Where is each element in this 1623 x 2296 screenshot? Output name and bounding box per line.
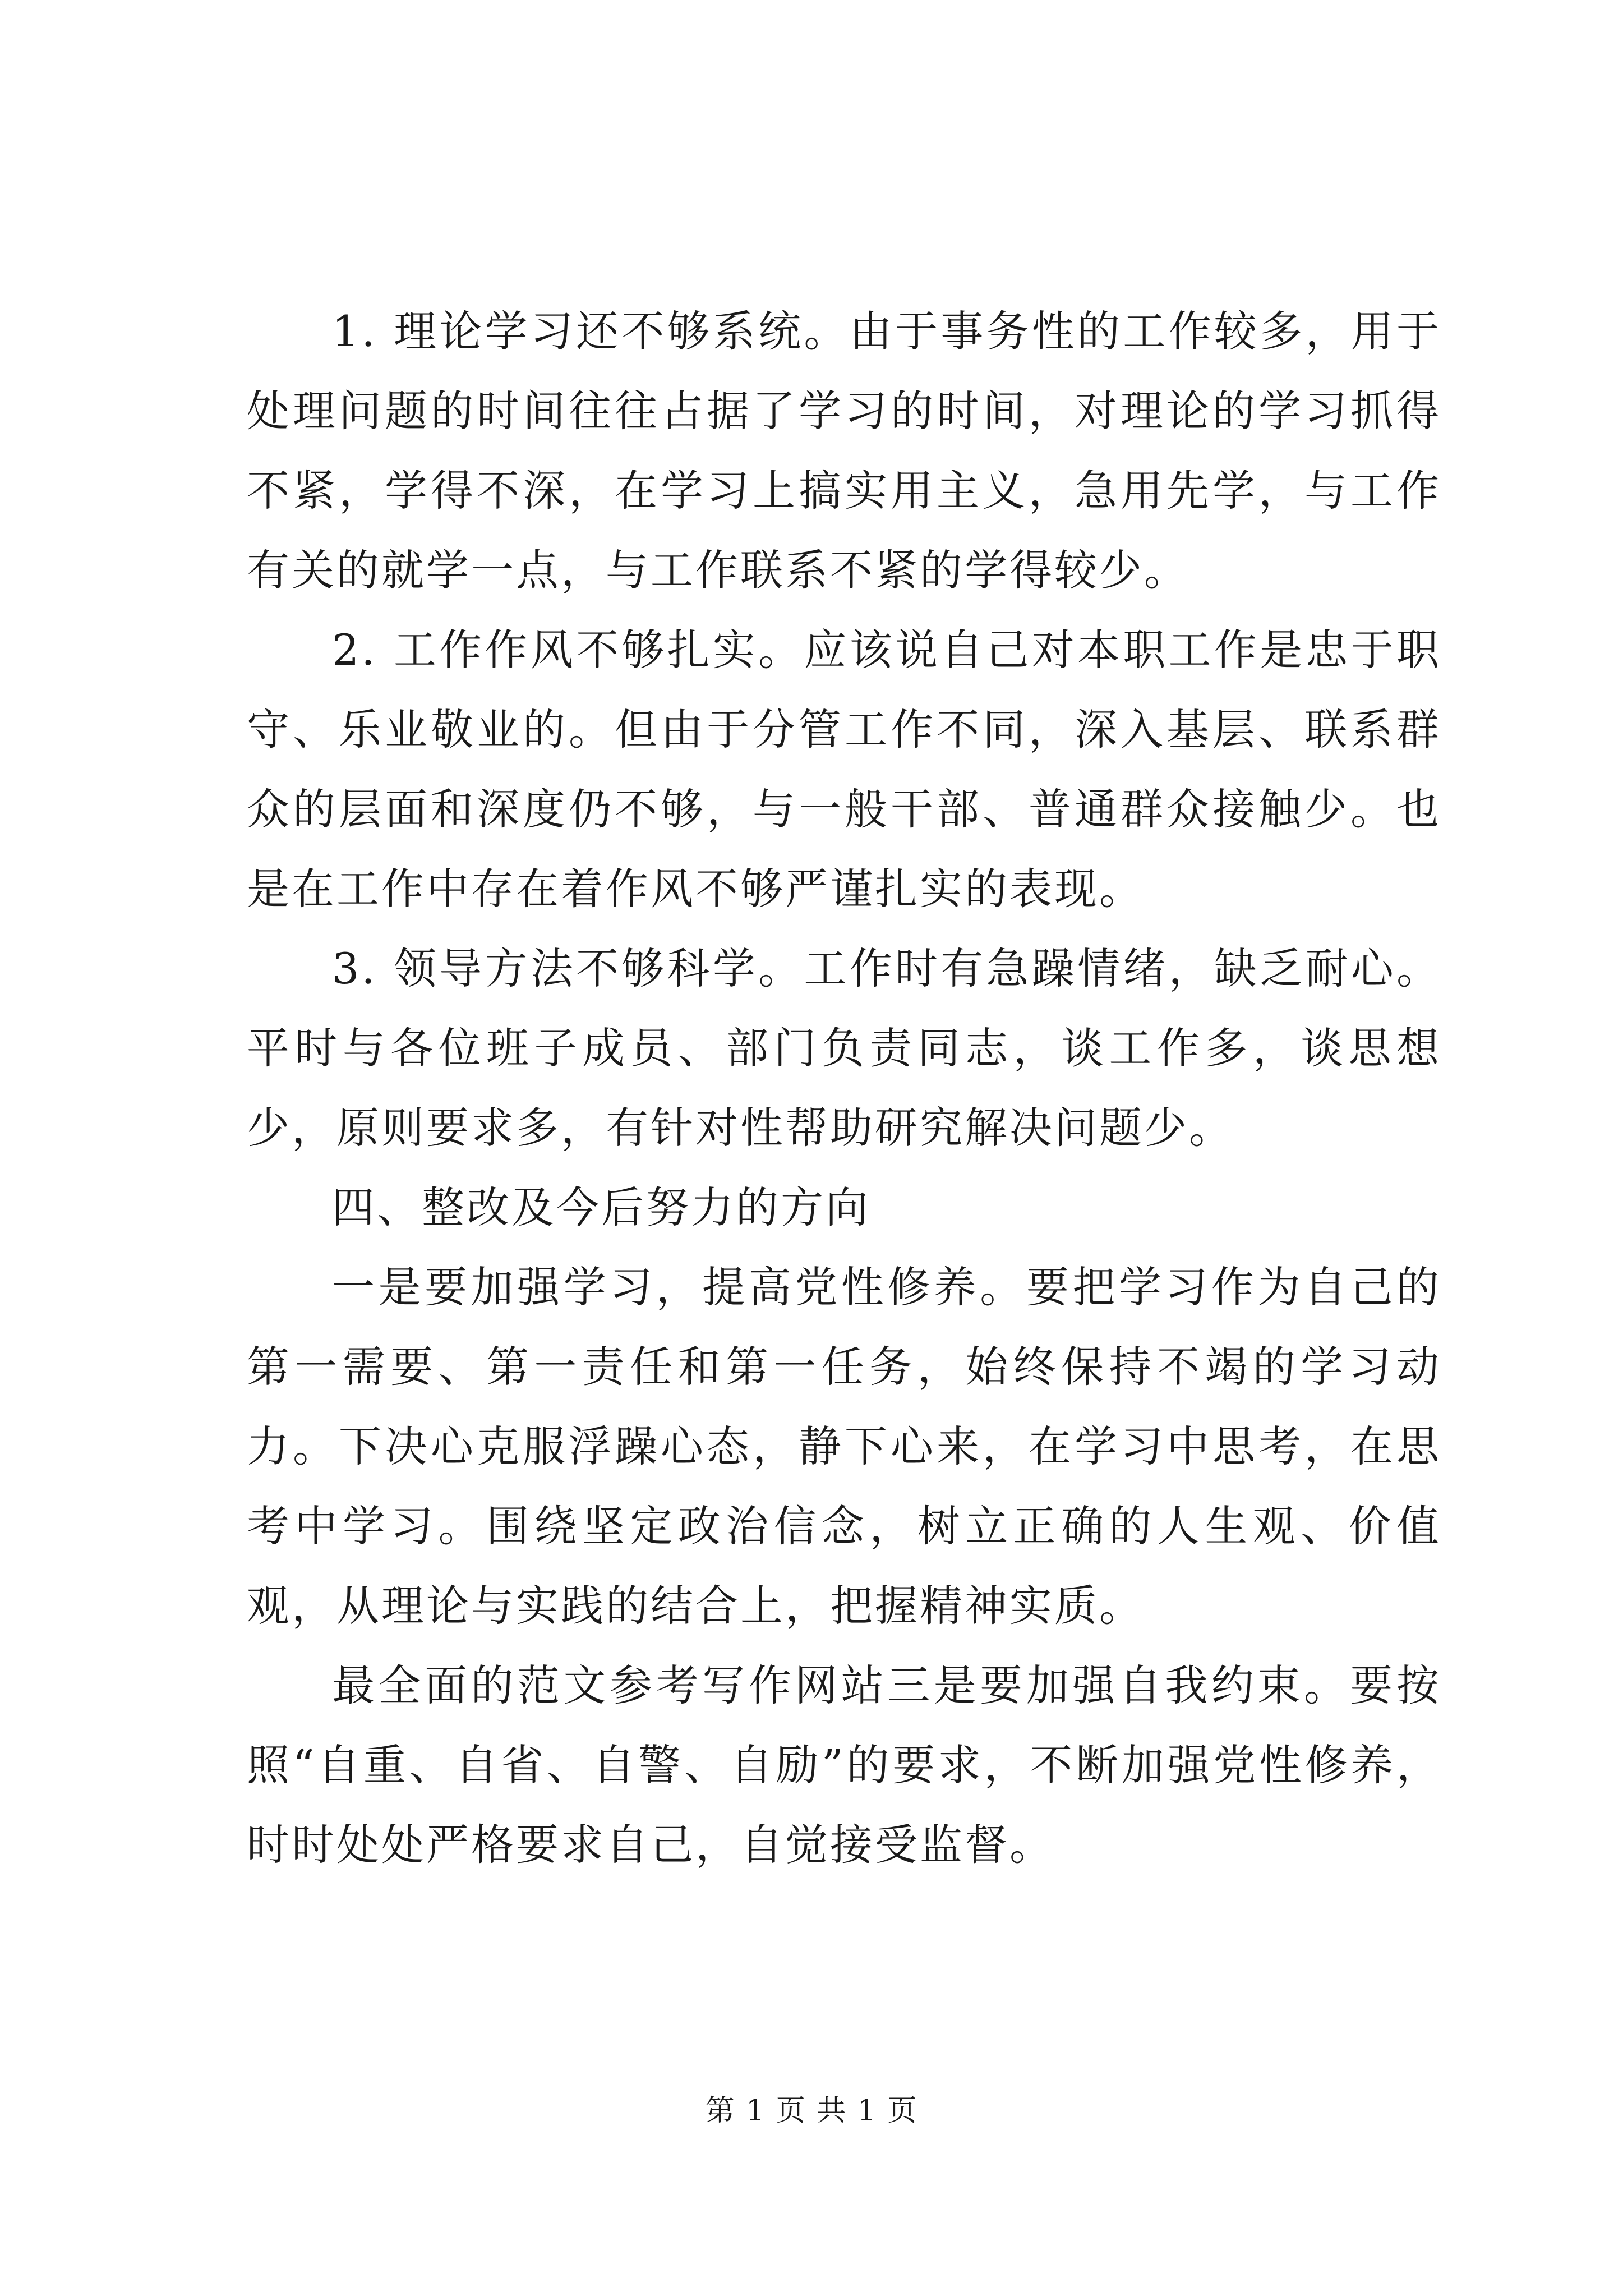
paragraph-2: 2. 工作作风不够扎实。应该说自己对本职工作是忠于职守、乐业敬业的。但由于分管工作不同，深入基层、联系群众的层面和深度仍不够，与一般干部、普通群众接触少。也是在工作中存在着作风不够严谨扎实的表现。 [247,625,1441,914]
section-heading: 四、整改及今后努力的方向 [332,1182,870,1232]
paragraph-1: 1. 理论学习还不够系统。由于事务性的工作较多，用于处理问题的时间往往占据了学习的时间，对理论的学习抓得不紧，学得不深，在学习上搞实用主义，急用先学，与工作有关的就学一点，与工作联系不紧的学得较少。 [247,306,1441,595]
paragraph-3: 3. 领导方法不够科学。工作时有急躁情绪，缺乏耐心。平时与各位班子成员、部门负责同志，谈工作多，谈思想少，原则要求多，有针对性帮助研究解决问题少。 [247,944,1441,1153]
document-body [247,292,1441,1885]
page-footer: 第 1 页 共 1 页 [705,2094,918,2128]
paragraph-5: 最全面的范文参考写作网站三是要加强自我约束。要按照“自重、自省、自警、自励”的要求，不断加强党性修养，时时处处严格要求自己，自觉接受监督。 [247,1660,1441,1870]
paragraph-4: 一是要加强学习，提高党性修养。要把学习作为自己的第一需要、第一责任和第一任务，始终保持不竭的学习动力。下决心克服浮躁心态，静下心来，在学习中思考，在思考中学习。围绕坚定政治信念，树立正确的人生观、价值观，从理论与实践的结合上，把握精神实质。 [247,1262,1441,1631]
